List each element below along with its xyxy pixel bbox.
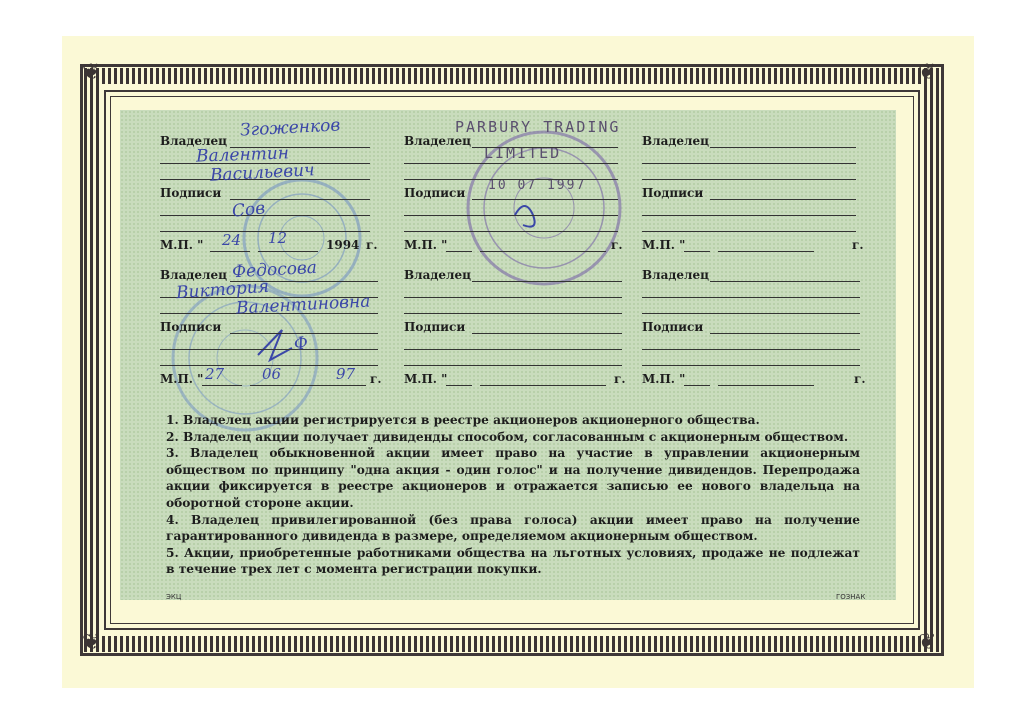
- owner-line: [404, 163, 618, 164]
- owner-label: Владелец: [642, 134, 709, 148]
- handwritten-year: 97: [336, 365, 356, 383]
- stamp-place-label: М.П. ": [160, 372, 204, 386]
- corner-ornament-icon: ❦: [918, 60, 937, 85]
- date-day-line: [446, 251, 472, 252]
- signatures-label: Подписи: [642, 320, 704, 334]
- owner-label: Владелец: [160, 268, 227, 282]
- certificate-rules: [166, 412, 860, 578]
- owner-line: [710, 281, 860, 282]
- handwritten-owner-surname: Згоженков: [239, 115, 341, 141]
- signature-scribble: [258, 330, 292, 360]
- corner-ornament-icon: ❦: [918, 630, 937, 655]
- corner-ornament-icon: ❦: [82, 630, 101, 655]
- owner-line: [710, 147, 856, 148]
- signature-line: [642, 215, 856, 216]
- date-month-line: [250, 385, 366, 386]
- year-suffix: г.: [854, 372, 866, 386]
- owner-label: Владелец: [642, 268, 709, 282]
- date-day-line: [684, 251, 710, 252]
- stamp-place-label: М.П. ": [642, 238, 686, 252]
- owner-label: Владелец: [160, 134, 227, 148]
- owner-line: [642, 297, 860, 298]
- signature-line: [472, 199, 618, 200]
- handwritten-date-day: 24: [222, 231, 242, 249]
- owner-line: [472, 281, 622, 282]
- date-day-line: [684, 385, 710, 386]
- owner-line: [404, 179, 618, 180]
- signatures-label: Подписи: [160, 186, 222, 200]
- signature-line: [160, 349, 378, 350]
- stamp-place-label: М.П. ": [160, 238, 204, 252]
- year-value: 1994: [326, 238, 360, 252]
- signature-line: [404, 365, 622, 366]
- date-month-line: [480, 251, 606, 252]
- rule-item: 3. Владелец обыкновенной акции имеет право на участие в управлении акционерным обществом по принципу "одна акция - один голос" и на получение дивидендов. Перепродажа акции фиксируется в реестре акционеров и отражается записью ее нового владельца на оборотной стороне акции.: [166, 446, 860, 510]
- handwritten-owner-name: Виктория: [175, 276, 270, 304]
- signature-line: [710, 333, 860, 334]
- owner-label: Владелец: [404, 268, 471, 282]
- stamp-company-suffix: LIMITED: [484, 144, 562, 162]
- rule-item: 5. Акции, приобретенные работниками общества на льготных условиях, продаже не подлежат в течение трех лет с момента регистрации покупки.: [166, 545, 860, 577]
- owner-line: [642, 313, 860, 314]
- signatures-label: Подписи: [404, 320, 466, 334]
- handwritten-date-month: 06: [262, 365, 282, 383]
- date-month-line: [480, 385, 606, 386]
- owner-line: [472, 147, 618, 148]
- handwritten-owner-patronymic: Валентиновна: [235, 291, 371, 319]
- year-suffix: г.: [370, 372, 382, 386]
- stamp-place-label: М.П. ": [404, 372, 448, 386]
- date-day-line: [210, 251, 250, 252]
- year-suffix: г.: [611, 238, 623, 252]
- stamp-company-name: PARBURY TRADING: [455, 118, 621, 136]
- signature-line: [160, 231, 370, 232]
- signature-line: [642, 231, 856, 232]
- signature-line: [404, 231, 618, 232]
- year-suffix: г.: [366, 238, 378, 252]
- date-day-line: [446, 385, 472, 386]
- date-month-line: [258, 251, 318, 252]
- owner-line: [642, 179, 856, 180]
- signature-line: [710, 199, 856, 200]
- owner-line: [404, 297, 622, 298]
- signature-line: [642, 349, 860, 350]
- signature-line: [404, 349, 622, 350]
- handwritten-date-month: 12: [268, 229, 288, 247]
- owner-line: [642, 163, 856, 164]
- signatures-label: Подписи: [404, 186, 466, 200]
- printer-mark-right: ГОЗНАК: [836, 593, 866, 601]
- handwritten-date-day: 27: [205, 365, 225, 383]
- signatures-label: Подписи: [642, 186, 704, 200]
- owner-label: Владелец: [404, 134, 471, 148]
- corner-ornament-icon: ❦: [82, 60, 101, 85]
- stamp-place-label: М.П. ": [404, 238, 448, 252]
- signature-line: [404, 215, 618, 216]
- year-suffix: г.: [614, 372, 626, 386]
- owner-line: [404, 313, 622, 314]
- date-day-line: [202, 385, 242, 386]
- year-suffix: г.: [852, 238, 864, 252]
- signature-line: [642, 365, 860, 366]
- stamp-date: 10 07 1997: [488, 178, 587, 193]
- rule-item: 4. Владелец привилегированной (без права голоса) акции имеет право на получение гарантированного дивиденда в размере, определяемом акционерным обществом.: [166, 512, 860, 544]
- date-month-line: [718, 251, 814, 252]
- rule-item: 1. Владелец акции регистрируется в реестре акционеров акционерного общества.: [166, 413, 760, 427]
- signature-line: [472, 333, 622, 334]
- rule-item: 2. Владелец акции получает дивиденды способом, согласованным с акционерным обществом.: [166, 429, 849, 444]
- handwritten-signature: Ф: [292, 332, 310, 356]
- handwritten-owner-name: Валентин: [195, 143, 290, 167]
- handwritten-owner-surname: Федосова: [231, 257, 318, 283]
- signatures-label: Подписи: [160, 320, 222, 334]
- date-month-line: [718, 385, 814, 386]
- handwritten-owner-patronymic: Васильевич: [209, 160, 316, 186]
- handwritten-signature: Сов: [231, 198, 267, 222]
- printer-mark-left: ЭКЦ: [166, 593, 182, 601]
- stamp-place-label: М.П. ": [642, 372, 686, 386]
